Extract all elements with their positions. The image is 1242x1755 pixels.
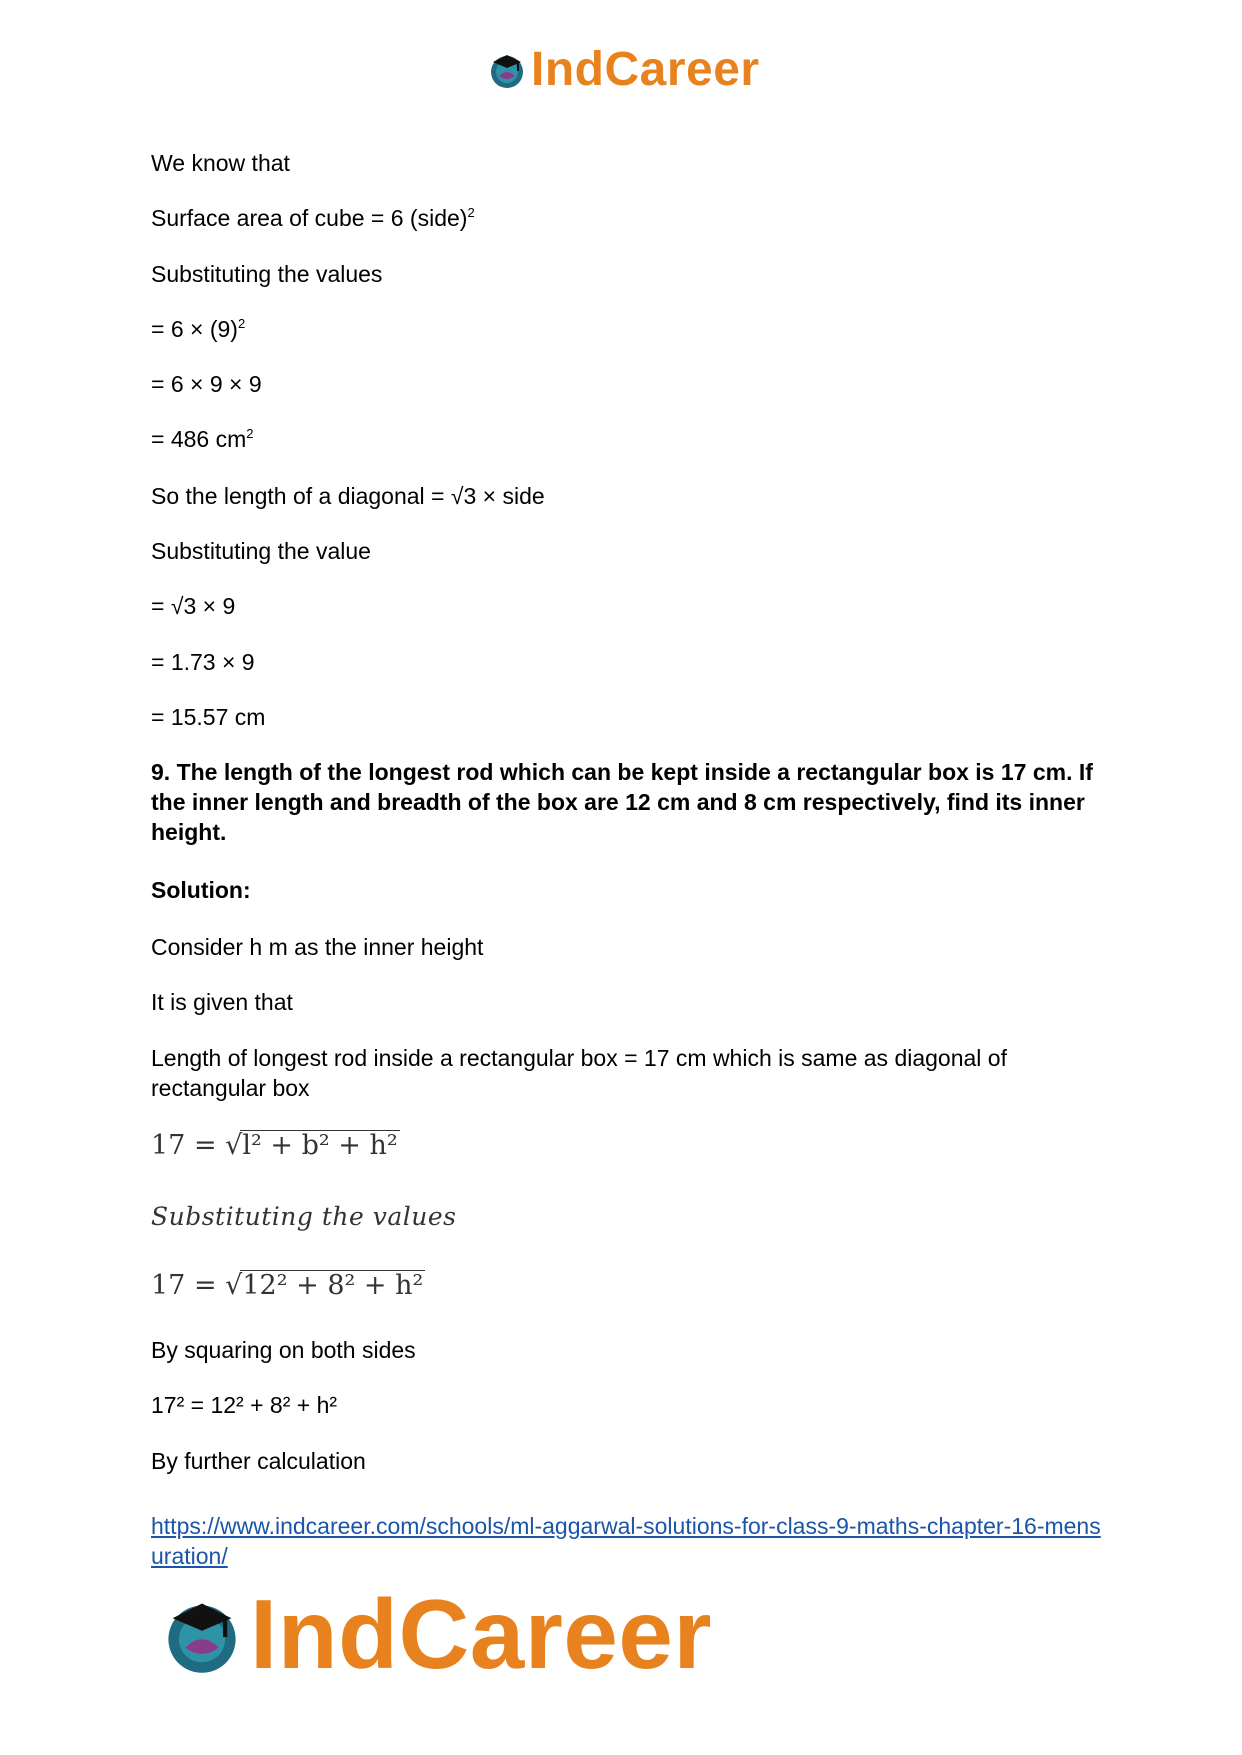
text-line: By further calculation bbox=[151, 1448, 366, 1474]
graduation-cap-icon bbox=[487, 50, 527, 90]
text-line: Substituting the values bbox=[151, 261, 383, 287]
text-line: Surface area of cube = 6 (side)$^2$ bbox=[151, 205, 475, 231]
equation-diagonal: 17 = √l² + b² + h² bbox=[151, 1130, 398, 1161]
text-line: By squaring on both sides bbox=[151, 1337, 416, 1363]
equation-substituted: 17 = √12² + 8² + h² bbox=[151, 1270, 424, 1301]
text-line: = 6 × 9 × 9 bbox=[151, 371, 262, 397]
equation-label: Substituting the values bbox=[151, 1202, 457, 1231]
text-line: It is given that bbox=[151, 989, 293, 1015]
text-line: So the length of a diagonal = √3 × side bbox=[151, 483, 545, 509]
text-line: Substituting the value bbox=[151, 538, 371, 564]
question-9: 9. The length of the longest rod which can be kept inside a rectangular box is 17 cm. If the inner length and breadth of the box are 12 cm and 8 cm respectively, find its inner height. bbox=[151, 759, 1093, 845]
footer-logo bbox=[160, 1578, 712, 1691]
text-line: Consider h m as the inner height bbox=[151, 934, 484, 960]
text-line: = 15.57 cm bbox=[151, 704, 266, 730]
text-line: = √3 × 9 bbox=[151, 593, 236, 619]
logo-text: IndCareer bbox=[531, 43, 760, 96]
text-line: = $6 \times (9)^2$ bbox=[151, 316, 246, 342]
text-line: = 1.73 × 9 bbox=[151, 649, 255, 675]
solution-label: Solution: bbox=[151, 877, 251, 903]
source-link[interactable]: https://www.indcareer.com/schools/ml-aggarwal-solutions-for-class-9-maths-chapter-16-mensuration/ bbox=[151, 1513, 1101, 1569]
text-line: 17² = 12² + 8² + h² bbox=[151, 1392, 338, 1418]
logo-text: IndCareer bbox=[250, 1579, 713, 1689]
text-line: We know that bbox=[151, 150, 290, 176]
header-logo bbox=[487, 42, 760, 97]
graduation-cap-icon bbox=[160, 1593, 244, 1677]
text-line: = 486 $cm^2$ bbox=[151, 426, 254, 452]
text-line: Length of longest rod inside a rectangular box = 17 cm which is same as diagonal of rectangular box bbox=[151, 1045, 1007, 1101]
